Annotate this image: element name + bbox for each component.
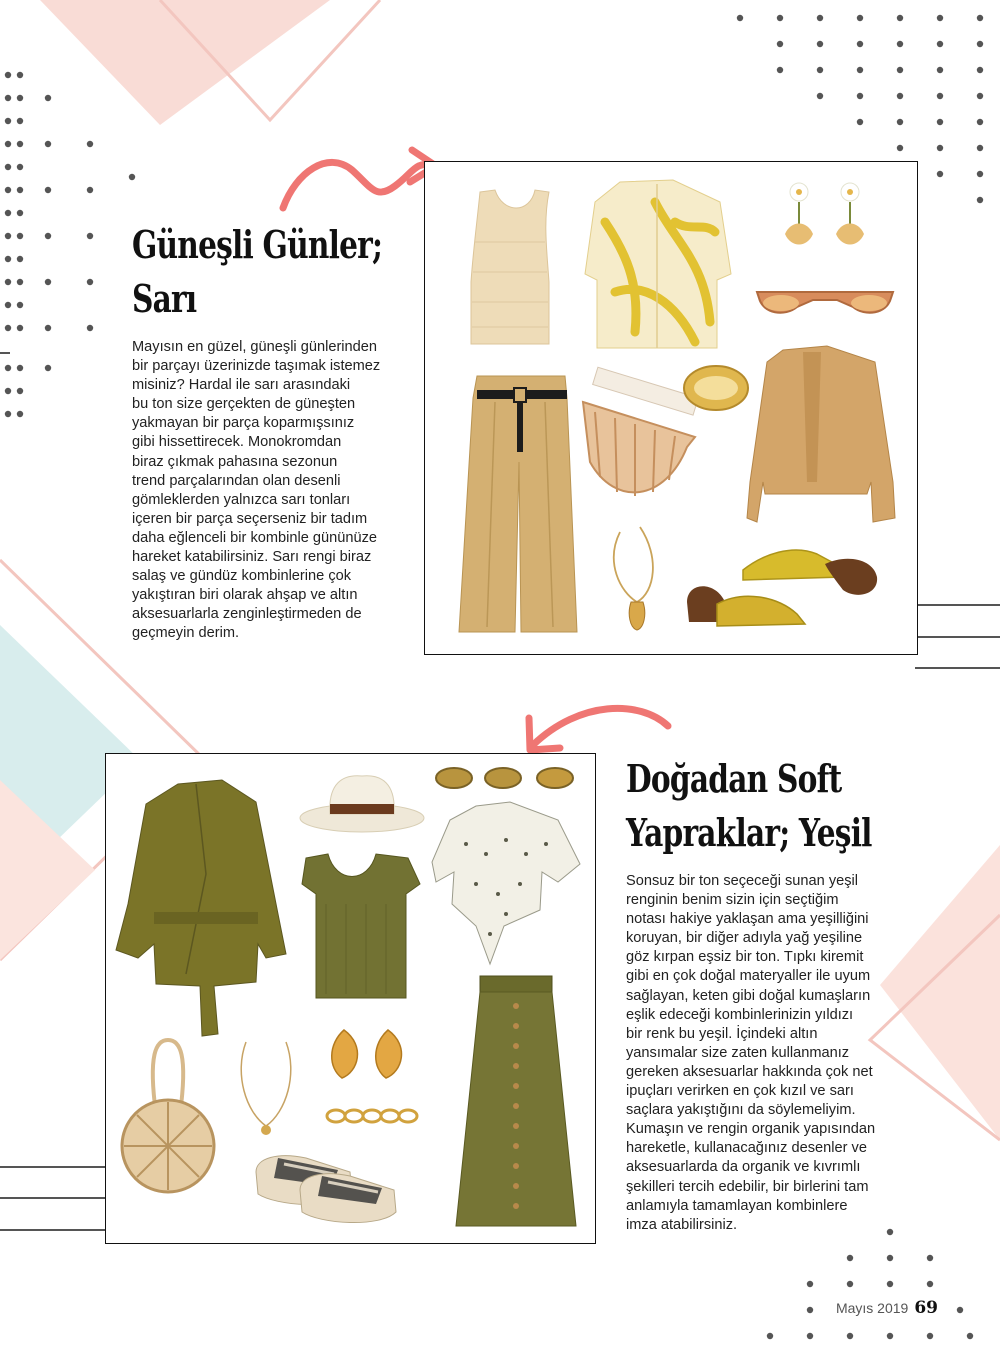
shell-earrings-image — [332, 1030, 402, 1078]
body-line: ipuçları verirken en çok kızıl ve sarı — [626, 1083, 854, 1100]
yellow-print-shirt-image — [585, 180, 731, 348]
body-line: imza atabilirsiniz. — [626, 1216, 738, 1233]
body-line: hareket katabilirsiniz. Sarı rengi biraz — [132, 549, 372, 566]
issue-date: Mayıs 2019 — [835, 1300, 909, 1316]
yellow-collage-art — [425, 162, 916, 653]
body-line: Sonsuz bir ton seçeceği sunan yeşil — [626, 873, 859, 889]
body-line: yansımalar size zaten kullanmanız — [626, 1044, 850, 1061]
green-outfit-collage — [105, 753, 596, 1244]
section-green-body — [626, 872, 916, 1235]
dot-grid-bottom-right — [767, 1229, 973, 1339]
page-footer — [836, 1298, 938, 1318]
belted-jacket-image — [116, 780, 286, 1036]
paperbag-trousers-image — [459, 376, 577, 632]
section-yellow-text — [132, 218, 412, 644]
title-line: Güneşli Günler; — [132, 222, 383, 267]
green-collage-art — [106, 754, 594, 1242]
yellow-mules-image — [687, 550, 877, 626]
body-line: bu ton size gerçekten de güneşten — [132, 396, 356, 413]
body-line: bir parçayı üzerinizde taşımak istemez — [132, 358, 381, 375]
body-line: salaş ve gündüz kombinlerine çok — [132, 568, 352, 585]
body-line: geçmeyin derim. — [132, 625, 240, 642]
camel-cardigan-image — [747, 346, 895, 522]
yellow-outfit-collage — [424, 161, 918, 655]
section-yellow-title — [132, 218, 412, 328]
body-line: aksesuarlarla zenginleştirmeden de — [132, 606, 362, 623]
section-yellow-body — [132, 338, 412, 644]
gold-necklace-image — [614, 527, 653, 630]
button-midi-skirt-image — [456, 976, 576, 1226]
title-line: Doğadan Soft — [626, 756, 842, 801]
section-green-text — [626, 752, 916, 1235]
body-line: saçlara yakıştığını da söylemeliyim. — [626, 1102, 856, 1119]
page-number: 69 — [914, 1298, 938, 1318]
body-line: bir renk bu yeşil. İçindeki altın — [626, 1025, 818, 1042]
body-line: gibi en çok doğal materyaller ile uyum — [626, 968, 871, 985]
body-line: şekilleri tercih edebilir, bir birlerini tam — [626, 1178, 869, 1195]
body-line: sağlayan, keten gibi doğal kumaşların — [626, 987, 871, 1004]
body-line: gibi hissettirecek. Monokromdan — [132, 434, 342, 451]
body-line: göz kırpan eşsiz bir ton. Tıpkı kiremit — [626, 949, 864, 966]
gold-bangle-image — [684, 366, 748, 410]
beaded-bangles-image — [436, 768, 573, 788]
arrow-curve-icon — [529, 708, 668, 750]
body-line: anlamıyla tamamlayan kombinlere — [626, 1197, 848, 1214]
body-line: içeren bir parça seçerseniz bir tadım — [132, 510, 368, 527]
body-line: misiniz? Hardal ile sarı arasındaki — [132, 377, 351, 394]
chain-bracelet-image — [327, 1110, 417, 1122]
striped-slides-image — [256, 1156, 396, 1223]
body-line: koruyan, bir diğer adıyla yağ yeşiline — [626, 930, 863, 947]
body-line: notası hakiye yaklaşan ama yeşilliğini — [626, 911, 869, 928]
title-line: Sarı — [132, 276, 197, 321]
body-line: biraz çıkmak pahasına sezonun — [132, 453, 338, 470]
flower-earrings-image — [785, 183, 864, 245]
arrow-squiggle-icon — [283, 150, 436, 208]
pink-triangle-top — [40, 0, 330, 125]
body-line: aksesuarlarda da organik ve kıvrımlı — [626, 1159, 861, 1176]
body-line: yakmayan bir parça koparmışsınız — [132, 415, 355, 432]
body-line: Kumaşın ve rengin organik yapısından — [626, 1121, 876, 1138]
body-line: trend parçalarından olan desenli — [132, 472, 341, 489]
bamboo-clutch-image — [583, 367, 698, 496]
title-line: Yapraklar; Yeşil — [626, 810, 872, 855]
pendant-necklace-image — [241, 1042, 291, 1135]
dot-grid-top-left — [5, 72, 135, 417]
body-line: gereken aksesuarlar hakkında çok net — [626, 1063, 873, 1080]
body-line: Mayısın en güzel, güneşli günlerinden — [132, 339, 378, 355]
body-line: hareketle, kullanacağınız desenler ve — [626, 1140, 867, 1157]
body-line: gömleklerden yalnızca sarı tonları — [132, 491, 351, 508]
body-line: daha eğlenceli bir kombinle gününüze — [132, 529, 378, 546]
panama-hat-image — [300, 776, 424, 832]
body-line: yakıştıran biri olarak ahşap ve altın — [132, 587, 358, 604]
round-straw-bag-image — [122, 1040, 214, 1192]
sunglasses-image — [757, 292, 893, 313]
section-green-title — [626, 752, 916, 862]
body-line: eşlik edeceği kombinlerinizin yıldızı — [626, 1006, 854, 1023]
printed-tie-blouse-image — [432, 802, 580, 964]
body-line: renginin benim sizin için seçtiğim — [626, 892, 839, 909]
knit-tank-top-image — [471, 190, 549, 344]
olive-knit-top-image — [302, 854, 420, 998]
